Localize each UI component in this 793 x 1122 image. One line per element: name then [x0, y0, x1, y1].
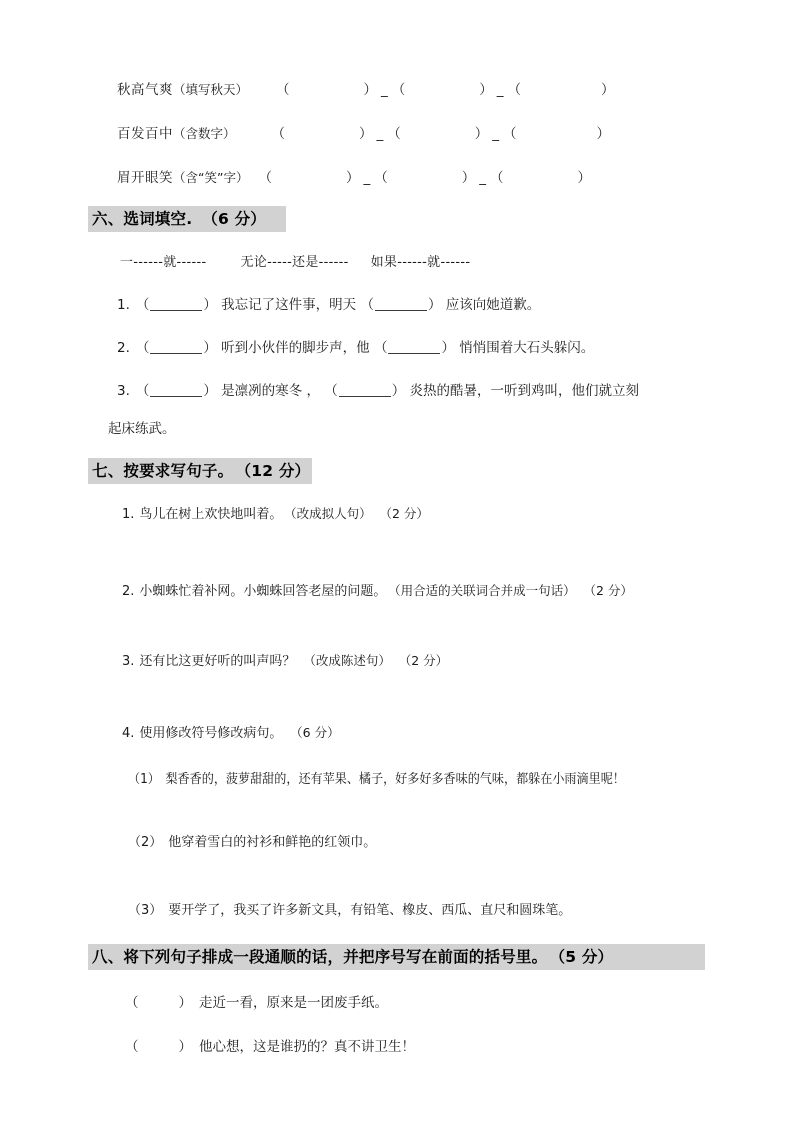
idiom-blank-open-1[interactable]: （	[276, 82, 290, 98]
fill-question-3	[117, 381, 639, 401]
idiom-blank-open-3[interactable]: （	[489, 170, 504, 186]
correction-item-1	[128, 768, 662, 787]
section-six-header	[88, 206, 286, 232]
word-bank-item-3: 如果------就------	[370, 255, 471, 270]
idiom-word: 眉开眼笑	[117, 170, 173, 186]
idiom-blank-open-2[interactable]: （	[391, 82, 406, 98]
idiom-hint: （填写秋天）	[173, 82, 249, 97]
question-number: 3.	[122, 654, 135, 669]
question-score: （2 分）	[589, 583, 633, 598]
correction-item-3	[128, 899, 571, 918]
word-bank-item-1: 一------就------	[120, 255, 207, 270]
fill-question-1	[117, 295, 540, 315]
answer-blank-2[interactable]	[388, 342, 440, 354]
idiom-blank-open-3[interactable]: （	[507, 82, 522, 98]
word-bank	[120, 251, 470, 270]
correction-text: 他穿着雪白的衬衫和鲜艳的红领巾。	[168, 835, 377, 850]
question-number: 2.	[122, 584, 135, 599]
question-text: 鸟儿在树上欢快地叫着。	[139, 507, 283, 522]
question-wrap-text: 起床练武。	[108, 421, 176, 437]
order-bracket-open[interactable]: （	[125, 1039, 139, 1055]
question-score: （2 分）	[385, 506, 429, 521]
idiom-blank-close-2: ）	[479, 82, 493, 98]
idiom-blank-close-3: ）	[577, 170, 591, 186]
idiom-word: 百发百中	[117, 126, 173, 142]
section-eight-title: 八、将下列句子排成一段通顺的话，并把序号写在前面的括号里。	[92, 948, 548, 966]
fill-question-2	[117, 338, 594, 358]
question-note: （改成陈述句）	[303, 653, 391, 668]
question-number: 1.	[117, 297, 130, 313]
fill-question-3-wrap	[108, 419, 176, 439]
idiom-separator-1: _	[381, 82, 388, 98]
order-text: 他心想，这是谁扔的？真不讲卫生！	[199, 1039, 415, 1055]
paren-open: （	[135, 297, 150, 313]
idiom-row	[117, 124, 610, 144]
idiom-blank-close-3: ）	[596, 126, 611, 142]
correction-label: （1）	[128, 772, 160, 787]
idiom-row	[117, 80, 615, 100]
question-text-end: ） 悄悄围着大石头躲闪。	[441, 340, 595, 356]
correction-label: （3）	[128, 903, 163, 918]
write-question-4	[122, 722, 340, 741]
ordering-item-2	[125, 1035, 415, 1055]
idiom-row	[117, 168, 591, 188]
idiom-blank-open-3[interactable]: （	[503, 126, 517, 142]
question-text: ） 我忘记了这件事，明天 （	[203, 297, 374, 313]
question-note: （改成拟人句）	[290, 506, 372, 521]
question-number: 3.	[117, 383, 130, 399]
answer-blank-2[interactable]	[339, 385, 391, 397]
question-text-end: ） 炎热的酷暑，一听到鸡叫，他们就立刻	[391, 383, 640, 399]
order-text: 走近一看，原来是一团废手纸。	[199, 995, 388, 1011]
paren-open: （	[135, 340, 150, 356]
write-question-2	[122, 580, 633, 599]
section-six-points: （6 分）	[202, 210, 266, 228]
order-bracket-close: ）	[178, 995, 192, 1011]
idiom-separator-2: _	[492, 126, 500, 142]
idiom-blank-open-1[interactable]: （	[271, 126, 286, 142]
section-eight-header	[88, 944, 705, 970]
question-number: 2.	[117, 340, 130, 356]
question-score: （2 分）	[404, 653, 449, 668]
question-text: ） 听到小伙伴的脚步声，他 （	[203, 340, 388, 356]
idiom-blank-close-1: ）	[363, 82, 378, 98]
question-note: （用合适的关联词合并成一句话）	[394, 583, 576, 598]
order-bracket-open[interactable]: （	[125, 995, 139, 1011]
correction-item-2	[128, 831, 376, 850]
answer-blank-1[interactable]	[150, 385, 202, 397]
idiom-blank-open-2[interactable]: （	[374, 170, 388, 186]
idiom-hint: （含数字）	[173, 126, 236, 141]
ordering-item-1	[125, 991, 388, 1011]
question-number: 4.	[122, 726, 135, 741]
answer-blank-2[interactable]	[375, 299, 427, 311]
paren-open: （	[135, 383, 150, 399]
idiom-hint: （含“笑”字）	[173, 170, 249, 185]
write-question-1	[122, 503, 429, 522]
question-text: ） 是凛冽的寒冬 ， （	[203, 383, 338, 399]
idiom-separator-1: _	[376, 126, 384, 142]
correction-text: 梨香香的，菠萝甜甜的，还有苹果、橘子，好多好多香味的气味，都躲在小雨滴里呢！	[165, 772, 625, 787]
correction-label: （2）	[128, 835, 163, 850]
idiom-separator-1: _	[363, 170, 371, 186]
correction-text: 要开学了，我买了许多新文具，有铅笔、橡皮、西瓜、直尺和圆珠笔。	[168, 903, 572, 918]
idiom-blank-close-1: ）	[345, 170, 360, 186]
idiom-blank-close-1: ）	[359, 126, 373, 142]
order-bracket-close: ）	[178, 1039, 192, 1055]
answer-blank-1[interactable]	[150, 299, 202, 311]
question-text-end: ） 应该向她道歉。	[427, 297, 541, 313]
idiom-blank-close-2: ）	[474, 126, 489, 142]
write-question-3	[122, 650, 448, 669]
idiom-word: 秋高气爽	[117, 82, 173, 98]
idiom-separator-2: _	[496, 82, 504, 98]
question-text: 还有比这更好听的叫声吗？	[139, 654, 296, 669]
question-number: 1.	[122, 507, 135, 522]
word-bank-item-2: 无论-----还是------	[240, 255, 349, 270]
section-eight-points: （5 分）	[557, 948, 614, 966]
section-seven-header	[88, 458, 312, 484]
idiom-blank-close-2: ）	[461, 170, 476, 186]
question-text: 小蜘蛛忙着补网。小蜘蛛回答老屋的问题。	[139, 584, 387, 599]
question-text: 使用修改符号修改病句。	[139, 726, 283, 741]
idiom-blank-open-1[interactable]: （	[258, 170, 272, 186]
idiom-blank-open-2[interactable]: （	[387, 126, 401, 142]
section-seven-points: （12 分）	[243, 462, 311, 480]
idiom-blank-close-3: ）	[601, 82, 615, 98]
section-six-title: 六、选词填空.	[92, 210, 193, 228]
idiom-separator-2: _	[479, 170, 486, 186]
section-seven-title: 七、按要求写句子。	[92, 462, 234, 480]
answer-blank-1[interactable]	[150, 342, 202, 354]
question-score: （6 分）	[296, 725, 340, 740]
